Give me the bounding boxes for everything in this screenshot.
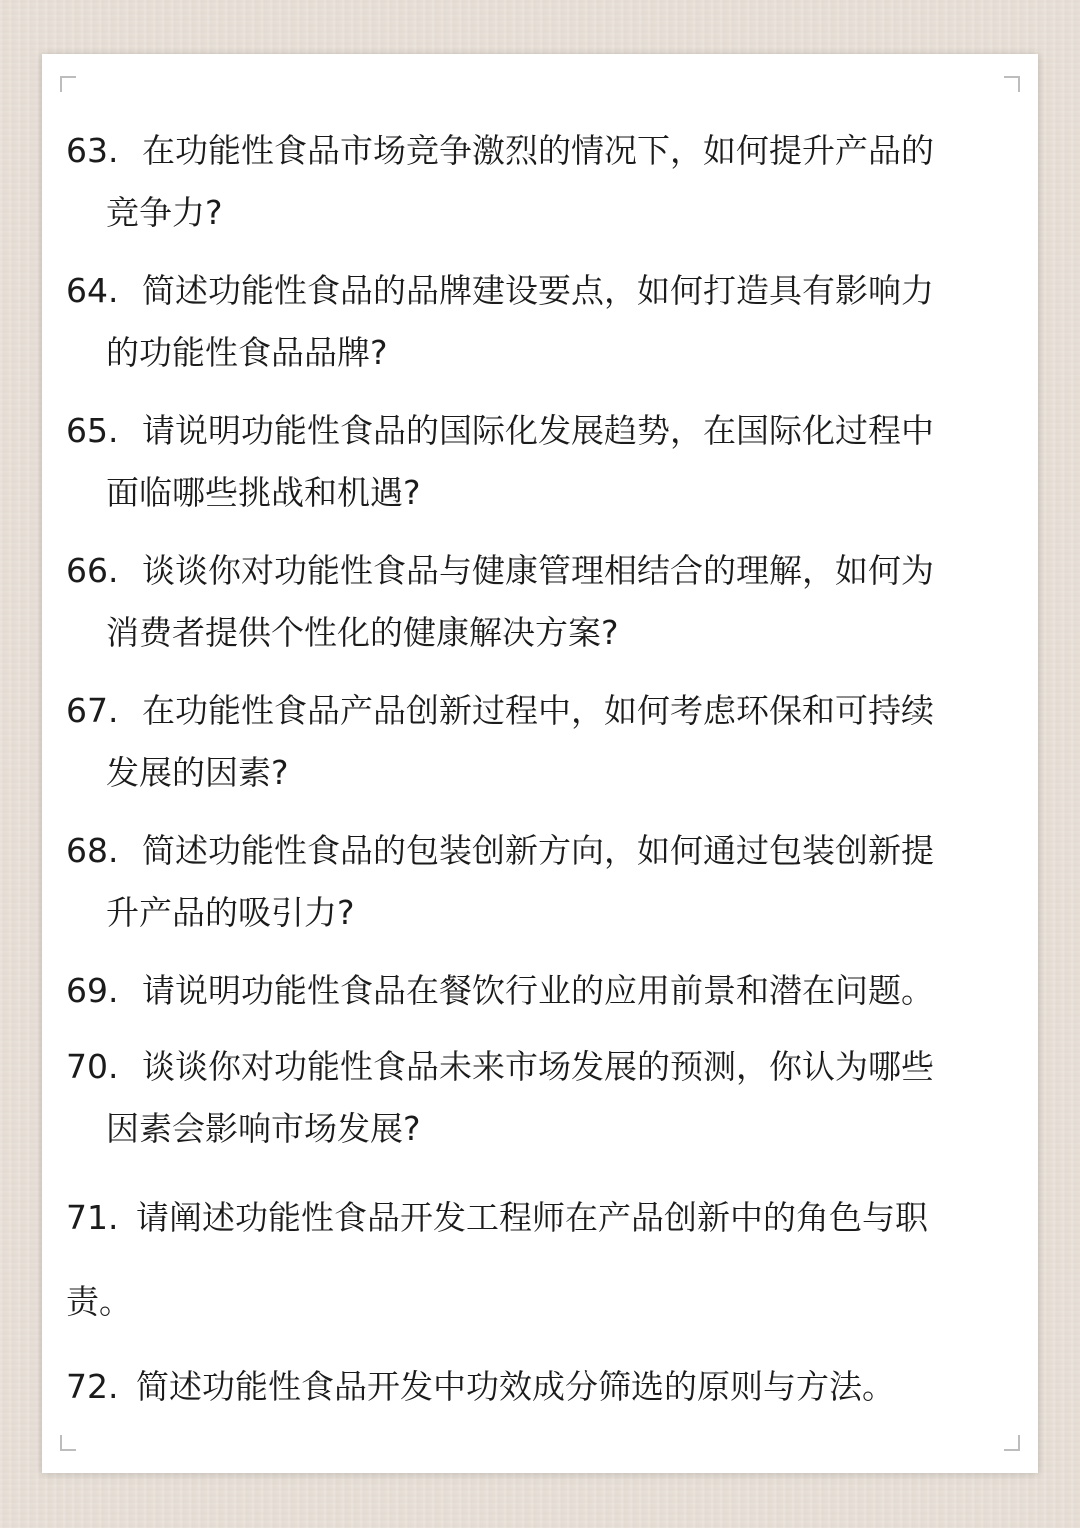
- question-item: [66, 680, 1016, 804]
- corner-mark-top-left: [60, 76, 76, 92]
- question-item: [66, 1036, 1016, 1160]
- question-text: 简述功能性食品开发中功效成分筛选的原则与方法。: [136, 1367, 895, 1406]
- question-text-continued: 的功能性食品品牌?: [106, 333, 388, 372]
- question-item: [66, 960, 1016, 1022]
- question-number: 64.: [66, 271, 119, 310]
- question-item: [66, 400, 1016, 524]
- question-item: [66, 1356, 1016, 1418]
- question-text: 请说明功能性食品在餐饮行业的应用前景和潜在问题。: [142, 971, 934, 1010]
- question-text: 在功能性食品市场竞争激烈的情况下，如何提升产品的: [142, 131, 934, 170]
- question-item: [66, 540, 1016, 664]
- question-text-continued: 责。: [66, 1282, 132, 1321]
- question-text: 简述功能性食品的包装创新方向，如何通过包装创新提: [142, 831, 934, 870]
- question-number: 71.: [66, 1198, 119, 1237]
- question-number: 67.: [66, 691, 119, 730]
- question-text: 谈谈你对功能性食品未来市场发展的预测，你认为哪些: [142, 1047, 934, 1086]
- question-number: 72.: [66, 1367, 119, 1406]
- question-text-continued: 面临哪些挑战和机遇?: [106, 473, 421, 512]
- question-number: 69.: [66, 971, 119, 1010]
- question-number: 66.: [66, 551, 119, 590]
- question-number: 63.: [66, 131, 119, 170]
- question-text-continued: 升产品的吸引力?: [106, 893, 355, 932]
- question-text: 请说明功能性食品的国际化发展趋势，在国际化过程中: [142, 411, 934, 450]
- question-item: [66, 120, 1016, 244]
- question-text-continued: 消费者提供个性化的健康解决方案?: [106, 613, 619, 652]
- question-card: [42, 54, 1038, 1473]
- corner-mark-bottom-left: [60, 1435, 76, 1451]
- question-text: 简述功能性食品的品牌建设要点，如何打造具有影响力: [142, 271, 934, 310]
- question-number: 70.: [66, 1047, 119, 1086]
- question-text-continued: 因素会影响市场发展?: [106, 1109, 421, 1148]
- corner-mark-bottom-right: [1004, 1435, 1020, 1451]
- question-number: 68.: [66, 831, 119, 870]
- question-item: [66, 820, 1016, 944]
- question-text: 在功能性食品产品创新过程中，如何考虑环保和可持续: [142, 691, 934, 730]
- question-text: 谈谈你对功能性食品与健康管理相结合的理解，如何为: [142, 551, 934, 590]
- question-text: 请阐述功能性食品开发工程师在产品创新中的角色与职: [136, 1198, 928, 1237]
- question-number: 65.: [66, 411, 119, 450]
- question-text-continued: 竞争力?: [106, 193, 223, 232]
- question-text-continued: 发展的因素?: [106, 753, 289, 792]
- question-item: [66, 260, 1016, 384]
- question-item: [66, 1176, 1016, 1344]
- corner-mark-top-right: [1004, 76, 1020, 92]
